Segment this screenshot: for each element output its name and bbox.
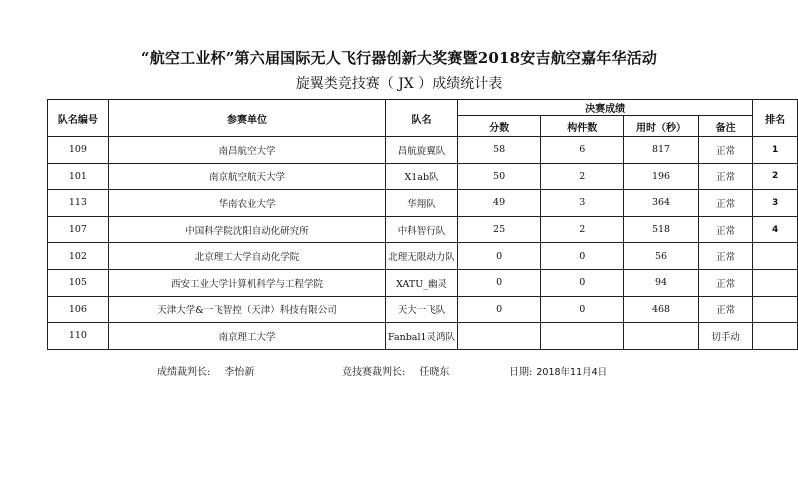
tech-referee [342,363,449,378]
chief-referee [157,363,254,378]
cell-remark: 正常 [698,163,753,190]
cell-time: 56 [624,243,699,270]
cell-parts [541,323,624,350]
cell-unit: 南京理工大学 [108,323,385,350]
cell-rank [753,296,798,323]
cell-time: 817 [624,137,699,164]
cell-team-name: XATU_幽灵 [386,269,458,296]
cell-parts: 2 [541,163,624,190]
results-table [47,99,798,350]
cell-team-no: 113 [48,190,109,217]
table-row [48,190,798,217]
cell-rank: 3 [753,190,798,217]
cell-team-name: 天大一飞队 [386,296,458,323]
cell-time: 468 [624,296,699,323]
chief-referee-label: 成绩裁判长: [157,367,211,378]
cell-parts: 0 [541,296,624,323]
cell-unit: 西安工业大学计算机科学与工程学院 [108,269,385,296]
tech-referee-label: 竞技赛裁判长: [342,367,406,378]
document-subtitle: 旋翼类竞技赛（ JX ）成绩统计表 [295,76,503,92]
header-team-name: 队名 [386,100,458,137]
header-parts: 构件数 [541,116,624,137]
cell-team-name: 华翔队 [386,190,458,217]
table-row [48,269,798,296]
table-row [48,323,798,350]
cell-parts: 0 [541,243,624,270]
cell-team-no: 106 [48,296,109,323]
cell-score: 0 [457,269,540,296]
cell-remark: 正常 [698,269,753,296]
cell-team-no: 105 [48,269,109,296]
cell-remark: 切手动 [698,323,753,350]
cell-score: 49 [457,190,540,217]
header-score: 分数 [457,116,540,137]
cell-score: 0 [457,296,540,323]
cell-rank: 4 [753,216,798,243]
cell-parts: 2 [541,216,624,243]
cell-remark: 正常 [698,296,753,323]
cell-rank [753,243,798,270]
table-row [48,216,798,243]
cell-unit: 华南农业大学 [108,190,385,217]
cell-rank: 1 [753,137,798,164]
date-label: 日期: [509,367,533,378]
cell-time [624,323,699,350]
cell-time: 196 [624,163,699,190]
cell-parts: 3 [541,190,624,217]
document-title: “航空工业杯”第六届国际无人飞行器创新大奖赛暨2018安吉航空嘉年华活动 [140,49,658,67]
tech-referee-name: 任晓东 [419,367,450,378]
cell-unit: 北京理工大学自动化学院 [108,243,385,270]
header-team-no: 队名编号 [48,100,109,137]
header-final-group: 决赛成绩 [457,100,752,116]
date-value: 2018年11月4日 [536,367,608,378]
table-row [48,296,798,323]
cell-team-no: 102 [48,243,109,270]
cell-team-no: 107 [48,216,109,243]
cell-remark: 正常 [698,216,753,243]
table-row [48,243,798,270]
cell-team-name: 中科智行队 [386,216,458,243]
cell-score: 25 [457,216,540,243]
date-line [509,363,607,378]
cell-time: 94 [624,269,699,296]
cell-time: 364 [624,190,699,217]
cell-team-no: 101 [48,163,109,190]
cell-unit: 中国科学院沈阳自动化研究所 [108,216,385,243]
cell-team-name: 北理无限动力队 [386,243,458,270]
cell-score: 0 [457,243,540,270]
cell-score [457,323,540,350]
cell-team-no: 109 [48,137,109,164]
cell-parts: 0 [541,269,624,296]
chief-referee-name: 李怡新 [224,367,255,378]
cell-time: 518 [624,216,699,243]
header-unit: 参赛单位 [108,100,385,137]
cell-team-name: X1ab队 [386,163,458,190]
cell-remark: 正常 [698,190,753,217]
cell-team-name: Fanbal1灵鸿队 [386,323,458,350]
table-row [48,163,798,190]
header-time: 用时（秒） [624,116,699,137]
table-row [48,137,798,164]
cell-unit: 南京航空航天大学 [108,163,385,190]
cell-unit: 南昌航空大学 [108,137,385,164]
cell-rank: 2 [753,163,798,190]
header-remark: 备注 [698,116,753,137]
cell-remark: 正常 [698,137,753,164]
cell-team-name: 昌航旋翼队 [386,137,458,164]
cell-parts: 6 [541,137,624,164]
header-rank: 排名 [753,100,798,137]
cell-score: 50 [457,163,540,190]
cell-team-no: 110 [48,323,109,350]
cell-rank [753,269,798,296]
cell-score: 58 [457,137,540,164]
cell-unit: 天津大学&一飞智控（天津）科技有限公司 [108,296,385,323]
cell-rank [753,323,798,350]
cell-remark: 正常 [698,243,753,270]
